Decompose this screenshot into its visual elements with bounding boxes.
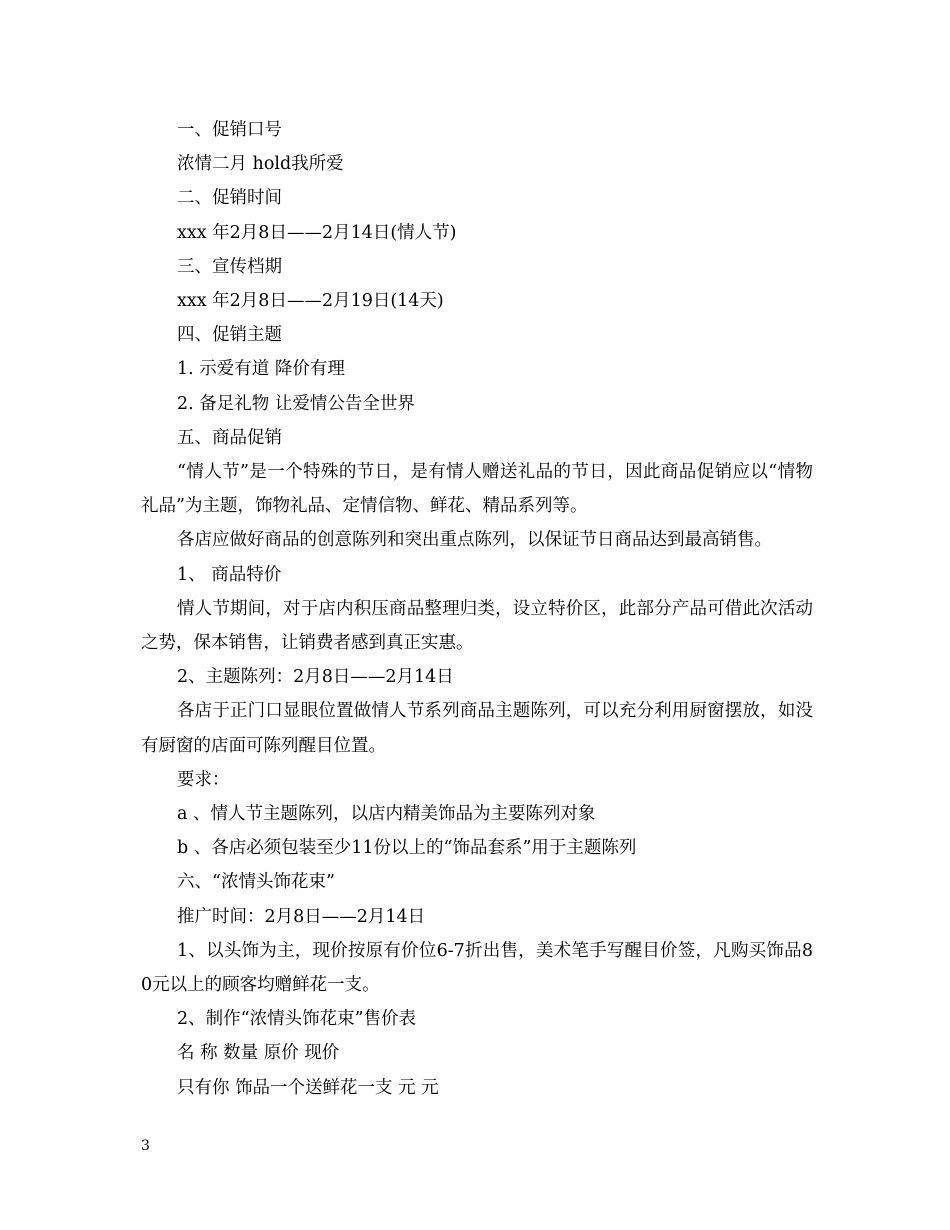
- paragraph: 要求：: [177, 769, 230, 790]
- paragraph: 二、促销时间: [177, 188, 282, 209]
- paragraph: 各店应做好商品的创意陈列和突出重点陈列，以保证节日商品达到最高销售。: [177, 530, 772, 551]
- page-number: 3: [141, 1138, 150, 1154]
- paragraph: 名 称 数量 原价 现价: [177, 1043, 340, 1064]
- paragraph: 1. 示爱有道 降价有理: [177, 359, 345, 380]
- paragraph: 1、 商品特价: [177, 564, 282, 585]
- paragraph: 2. 备足礼物 让爱情公告全世界: [177, 393, 415, 414]
- paragraph: 六、“浓情头饰花束”: [177, 872, 335, 893]
- paragraph: 各店于正门口显眼位置做情人节系列商品主题陈列，可以充分利用厨窗摆放，如没有厨窗的店面可陈列醒目位置。: [141, 701, 813, 756]
- paragraph: 1、以头饰为主，现价按原有价位6-7折出售，美术笔手写醒目价签，凡购买饰品80元以上的顾客均赠鲜花一支。: [141, 940, 813, 996]
- paragraph: 三、宣传档期: [177, 256, 282, 277]
- paragraph: 只有你 饰品一个送鲜花一支 元 元: [177, 1077, 439, 1098]
- paragraph: 2、制作“浓情头饰花束”售价表: [177, 1009, 417, 1030]
- paragraph: xxx 年2月8日——2月14日(情人节): [177, 222, 457, 243]
- paragraph: “情人节”是一个特殊的节日，是有情人赠送礼品的节日，因此商品促销应以“情物礼品”为主题，饰物礼品、定情信物、鲜花、精品系列等。: [141, 462, 813, 517]
- paragraph: 四、促销主题: [177, 325, 282, 346]
- paragraph: 浓情二月 hold我所爱: [177, 154, 344, 175]
- paragraph: xxx 年2月8日——2月19日(14天): [177, 291, 444, 312]
- paragraph: 情人节期间，对于店内积压商品整理归类，设立特价区，此部分产品可借此次活动之势，保本销售，让销费者感到真正实惠。: [141, 598, 813, 654]
- paragraph: a 、情人节主题陈列，以店内精美饰品为主要陈列对象: [177, 804, 596, 825]
- paragraph: 五、商品促销: [177, 427, 282, 448]
- document-body: [141, 113, 813, 1105]
- paragraph: 一、促销口号: [177, 120, 282, 140]
- paragraph: 2、主题陈列：2月8日——2月14日: [177, 667, 454, 688]
- paragraph: 推广时间：2月8日——2月14日: [177, 906, 426, 927]
- paragraph: b 、各店必须包装至少11份以上的“饰品套系”用于主题陈列: [177, 838, 637, 859]
